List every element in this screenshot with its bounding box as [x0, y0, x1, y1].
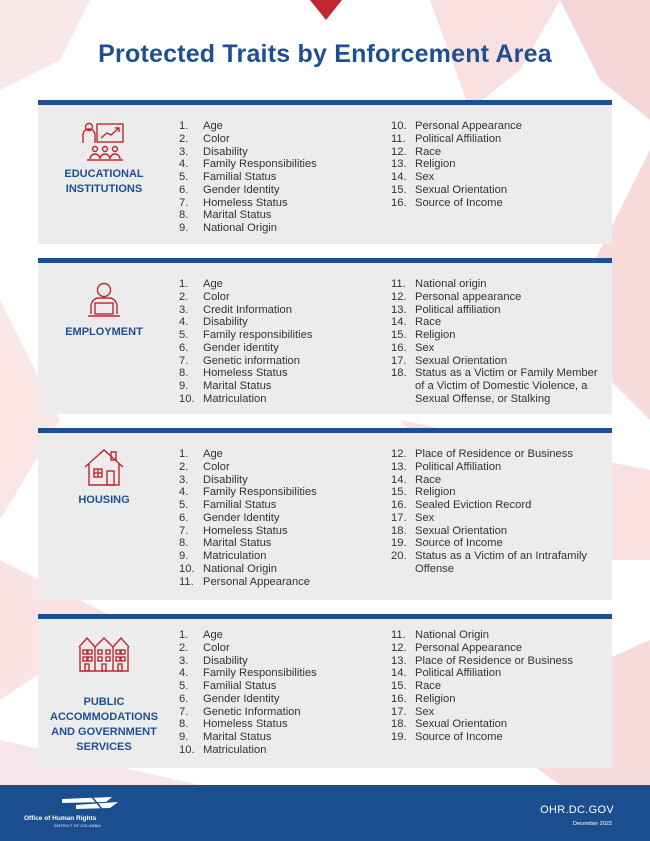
list-item: 14. Sex — [391, 171, 435, 183]
section-housing — [38, 428, 612, 600]
list-item: 18. Sexual Orientation — [391, 718, 508, 731]
list-item: 1. Age — [179, 278, 223, 290]
presentation-teacher-icon — [81, 121, 127, 161]
list-item: 15. Religion — [391, 486, 456, 499]
list-item: 16. Source of Income — [391, 196, 503, 209]
list-item: 16. Religion — [391, 692, 456, 705]
list-item: 13. Place of Residence or Business — [391, 654, 573, 667]
section-educational-institutions — [38, 100, 612, 244]
list-item: 7. Genetic Information — [179, 705, 301, 718]
section-public-accommodations — [38, 614, 612, 768]
list-item: 2. Color — [179, 132, 230, 145]
top-triangle-marker — [310, 0, 342, 20]
trait-list-left — [179, 448, 317, 588]
list-item: 5. Familial Status — [179, 171, 277, 183]
list-item: 14. Race — [391, 473, 442, 486]
area-name: EDUCATIONAL INSTITUTIONS — [64, 168, 144, 195]
list-item: 9. Marital Status — [179, 731, 272, 743]
page-title: Protected Traits by Enforcement Area — [98, 40, 552, 68]
list-item: 12. Place of Residence or Business — [391, 448, 573, 460]
section-employment — [38, 258, 612, 414]
list-item: 13. Political Affiliation — [391, 460, 502, 473]
list-item: 3. Disability — [179, 145, 248, 158]
trait-list-right — [391, 278, 606, 406]
list-item: 1. Age — [179, 629, 223, 641]
list-item: 2. Color — [179, 290, 230, 303]
list-item: 12. Personal appearance — [391, 290, 522, 303]
org-name: Office of Human Rights — [24, 815, 97, 822]
list-item: 8. Marital Status — [179, 209, 272, 222]
section-label-public-accommodations — [38, 635, 170, 755]
list-item: 15. Religion — [391, 329, 456, 341]
worker-laptop-icon — [84, 281, 124, 319]
list-item: 1. Age — [179, 120, 223, 132]
list-item: 17. Sexual Orientation — [391, 354, 508, 367]
section-label-housing — [38, 447, 170, 508]
list-item: 19. Source of Income — [391, 537, 503, 550]
list-item: 9. National Origin — [179, 222, 277, 234]
trait-list-right — [391, 120, 606, 209]
list-item: 18. Sexual Orientation — [391, 524, 508, 537]
list-item: 14. Political Affiliation — [391, 667, 502, 680]
list-item: 9. Matriculation — [179, 550, 267, 562]
list-item: 6. Gender Identity — [179, 511, 280, 524]
list-item: 4. Family Responsibilities — [179, 486, 317, 499]
section-label-educational — [38, 121, 170, 197]
list-item: 11. Personal Appearance — [179, 575, 310, 588]
trait-list-left — [179, 629, 317, 757]
list-item: 10. Matriculation — [179, 743, 267, 756]
list-item: 6. Gender identity — [179, 341, 279, 354]
list-item: 17. Sex — [391, 511, 435, 524]
list-item: 14. Race — [391, 316, 442, 329]
area-name: PUBLIC ACCOMMODATIONS AND GOVERNMENT SERVICES — [50, 696, 158, 753]
list-item: 15. Sexual Orientation — [391, 183, 508, 196]
rowhouses-icon — [77, 635, 131, 673]
list-item: 5. Family responsibilities — [179, 329, 313, 341]
list-item: 7. Homeless Status — [179, 524, 288, 537]
list-item: 7. Homeless Status — [179, 196, 288, 209]
list-item: 17. Sex — [391, 705, 435, 718]
list-item: 11. National origin — [391, 278, 487, 290]
list-item: 19. Source of Income — [391, 731, 503, 743]
list-item: 16. Sealed Eviction Record — [391, 499, 532, 511]
list-item: 3. Disability — [179, 473, 248, 486]
list-item: 16. Sex — [391, 341, 435, 354]
list-item: 3. Credit Information — [179, 303, 292, 316]
list-item: 20. Status as a Victim of an Intrafamily Offense — [391, 550, 588, 575]
list-item: 1. Age — [179, 448, 223, 460]
list-item: 15. Race — [391, 680, 442, 692]
trait-list-right — [391, 448, 606, 576]
list-item: 13. Political affiliation — [391, 303, 501, 316]
list-item: 13. Religion — [391, 158, 456, 171]
house-icon — [83, 447, 125, 487]
section-label-employment — [38, 281, 170, 340]
publication-date: December 2022 — [572, 821, 612, 827]
list-item: 10. Matriculation — [179, 392, 267, 405]
list-item: 4. Disability — [179, 316, 248, 329]
website-link[interactable]: OHR.DC.GOV — [540, 804, 614, 816]
list-item: 6. Gender Identity — [179, 183, 280, 196]
list-item: 10. National Origin — [179, 562, 277, 575]
footer — [0, 785, 650, 841]
list-item: 6. Gender Identity — [179, 692, 280, 705]
list-item: 8. Marital Status — [179, 537, 272, 550]
list-item: 2. Color — [179, 460, 230, 473]
list-item: 4. Family Responsibilities — [179, 158, 317, 171]
list-item: 8. Homeless Status — [179, 367, 288, 380]
list-item: 10. Personal Appearance — [391, 120, 522, 132]
trait-list-right — [391, 629, 606, 744]
list-item: 2. Color — [179, 641, 230, 654]
list-item: 7. Genetic information — [179, 354, 301, 367]
dc-flag-logo-icon — [62, 797, 122, 811]
list-item: 3. Disability — [179, 654, 248, 667]
list-item: 18. Status as a Victim or Family Member of a Victim of Domestic Violence, a Sexual Offense, or Stalking — [391, 367, 598, 405]
list-item: 5. Familial Status — [179, 680, 277, 692]
list-item: 5. Familial Status — [179, 499, 277, 511]
org-sub: DISTRICT OF COLUMBIA — [54, 824, 102, 828]
area-name: EMPLOYMENT — [65, 326, 143, 338]
list-item: 9. Marital Status — [179, 380, 272, 392]
list-item: 11. Political Affiliation — [391, 132, 502, 145]
list-item: 4. Family Responsibilities — [179, 667, 317, 680]
list-item: 12. Personal Appearance — [391, 641, 522, 654]
area-name: HOUSING — [78, 494, 130, 506]
list-item: 12. Race — [391, 145, 442, 158]
list-item: 11. National Origin — [391, 629, 489, 641]
list-item: 8. Homeless Status — [179, 718, 288, 731]
trait-list-left — [179, 278, 312, 406]
trait-list-left — [179, 120, 317, 235]
